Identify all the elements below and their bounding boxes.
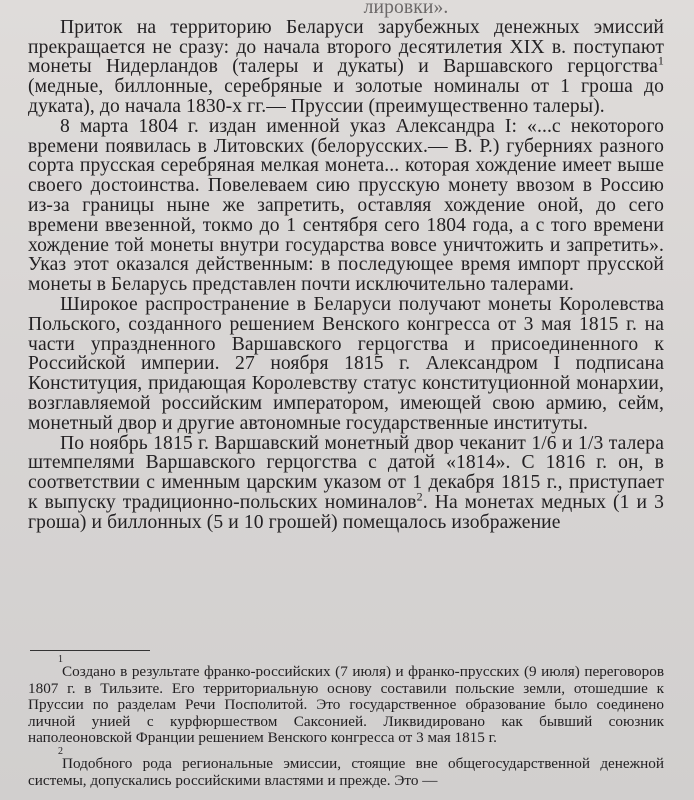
footnotes [28, 655, 664, 789]
footnote-number-1: 1 [58, 654, 63, 665]
footnote-marker-2: 2 [416, 489, 423, 504]
paragraph-4: По ноябрь 1815 г. Варшавский монетный двор чеканит 1/6 и 1/3 талера штемпелями Варшавского герцогства с датой «1814». С 1816 г. он, в соответствии с именным царским указом от 1 декабря 1815 г., приступает к выпуску традиционно-польских номиналов$^2$. На монетах медных (1 и 3 гроша) и биллонных (5 и 10 грошей) помещалось изображение [28, 432, 664, 533]
top-fragment: лировки». [363, 0, 449, 18]
footnote-text-1: Создано в результате франко-российских (7 июля) и франко-прусских (9 июля) переговоров 1807 г. в Тильзите. Его территориальную основу составили польские земли, отошедшие к Пруссии по разделам Речи Посполитой. Это государственное образование было соединено личной унией с курфюршеством Саксонией. Ликвидировано как бывший союзник наполеоновской Франции решением Венского конгресса от 3 мая 1815 г. [28, 663, 664, 747]
paragraph-1: Приток на территорию Беларуси зарубежных денежных эмиссий прекращается не сразу: до начала второго десятилетия XIX в. поступают монеты Нидерландов (талеры и дукаты) и Варшавского герцогства$^1$ (медные, биллонные, серебряные и золотые номиналы от 1 гроша до дуката), до начала 1830-х гг.— Пруссии (преимущественно талеры). [28, 16, 664, 117]
footnote-1 [28, 655, 664, 747]
footnote-marker-1: 1 [657, 53, 664, 68]
main-text [28, 0, 664, 533]
paragraph-2: 8 марта 1804 г. издан именной указ Александра I: «...с некоторого времени появилась в Литовских (белорусских.— В. Р.) губерниях разного сорта прусская серебряная мелкая монета... которая хождение имеет выше своего достоинства. Повелеваем сию прусскую монету ввозом в Россию из-за границы ныне же запретить, оставляя хождение оной, до сего времени ввезенной, токмо до 1 сентября сего 1804 года, а с того времени хождение той монеты внутри государства вовсе уничтожить и запретить». Указ этот оказался действенным: в последующее время импорт прусской монеты в Беларусь представлен почти исключительно талерами. [28, 115, 664, 296]
footnote-number-2: 2 [58, 745, 63, 757]
footnote-2 [28, 747, 664, 789]
footnote-divider [30, 650, 150, 651]
footnote-text-2: Подобного рода региональные эмиссии, стоящие вне общегосударственной денежной системы, допускались российскими властями и прежде. Это — [28, 754, 664, 789]
paragraph-3: Широкое распространение в Беларуси получают монеты Королевства Польского, созданного решением Венского конгресса от 3 мая 1815 г. на части упраздненного Варшавского герцогства и присоединенного к Российской империи. 27 ноября 1815 г. Александром I подписана Конституция, придающая Королевству статус конституционной монархии, возглавляемой российским императором, имеющей свою армию, сейм, монетный двор и другие автономные государственные институты. [28, 293, 664, 434]
